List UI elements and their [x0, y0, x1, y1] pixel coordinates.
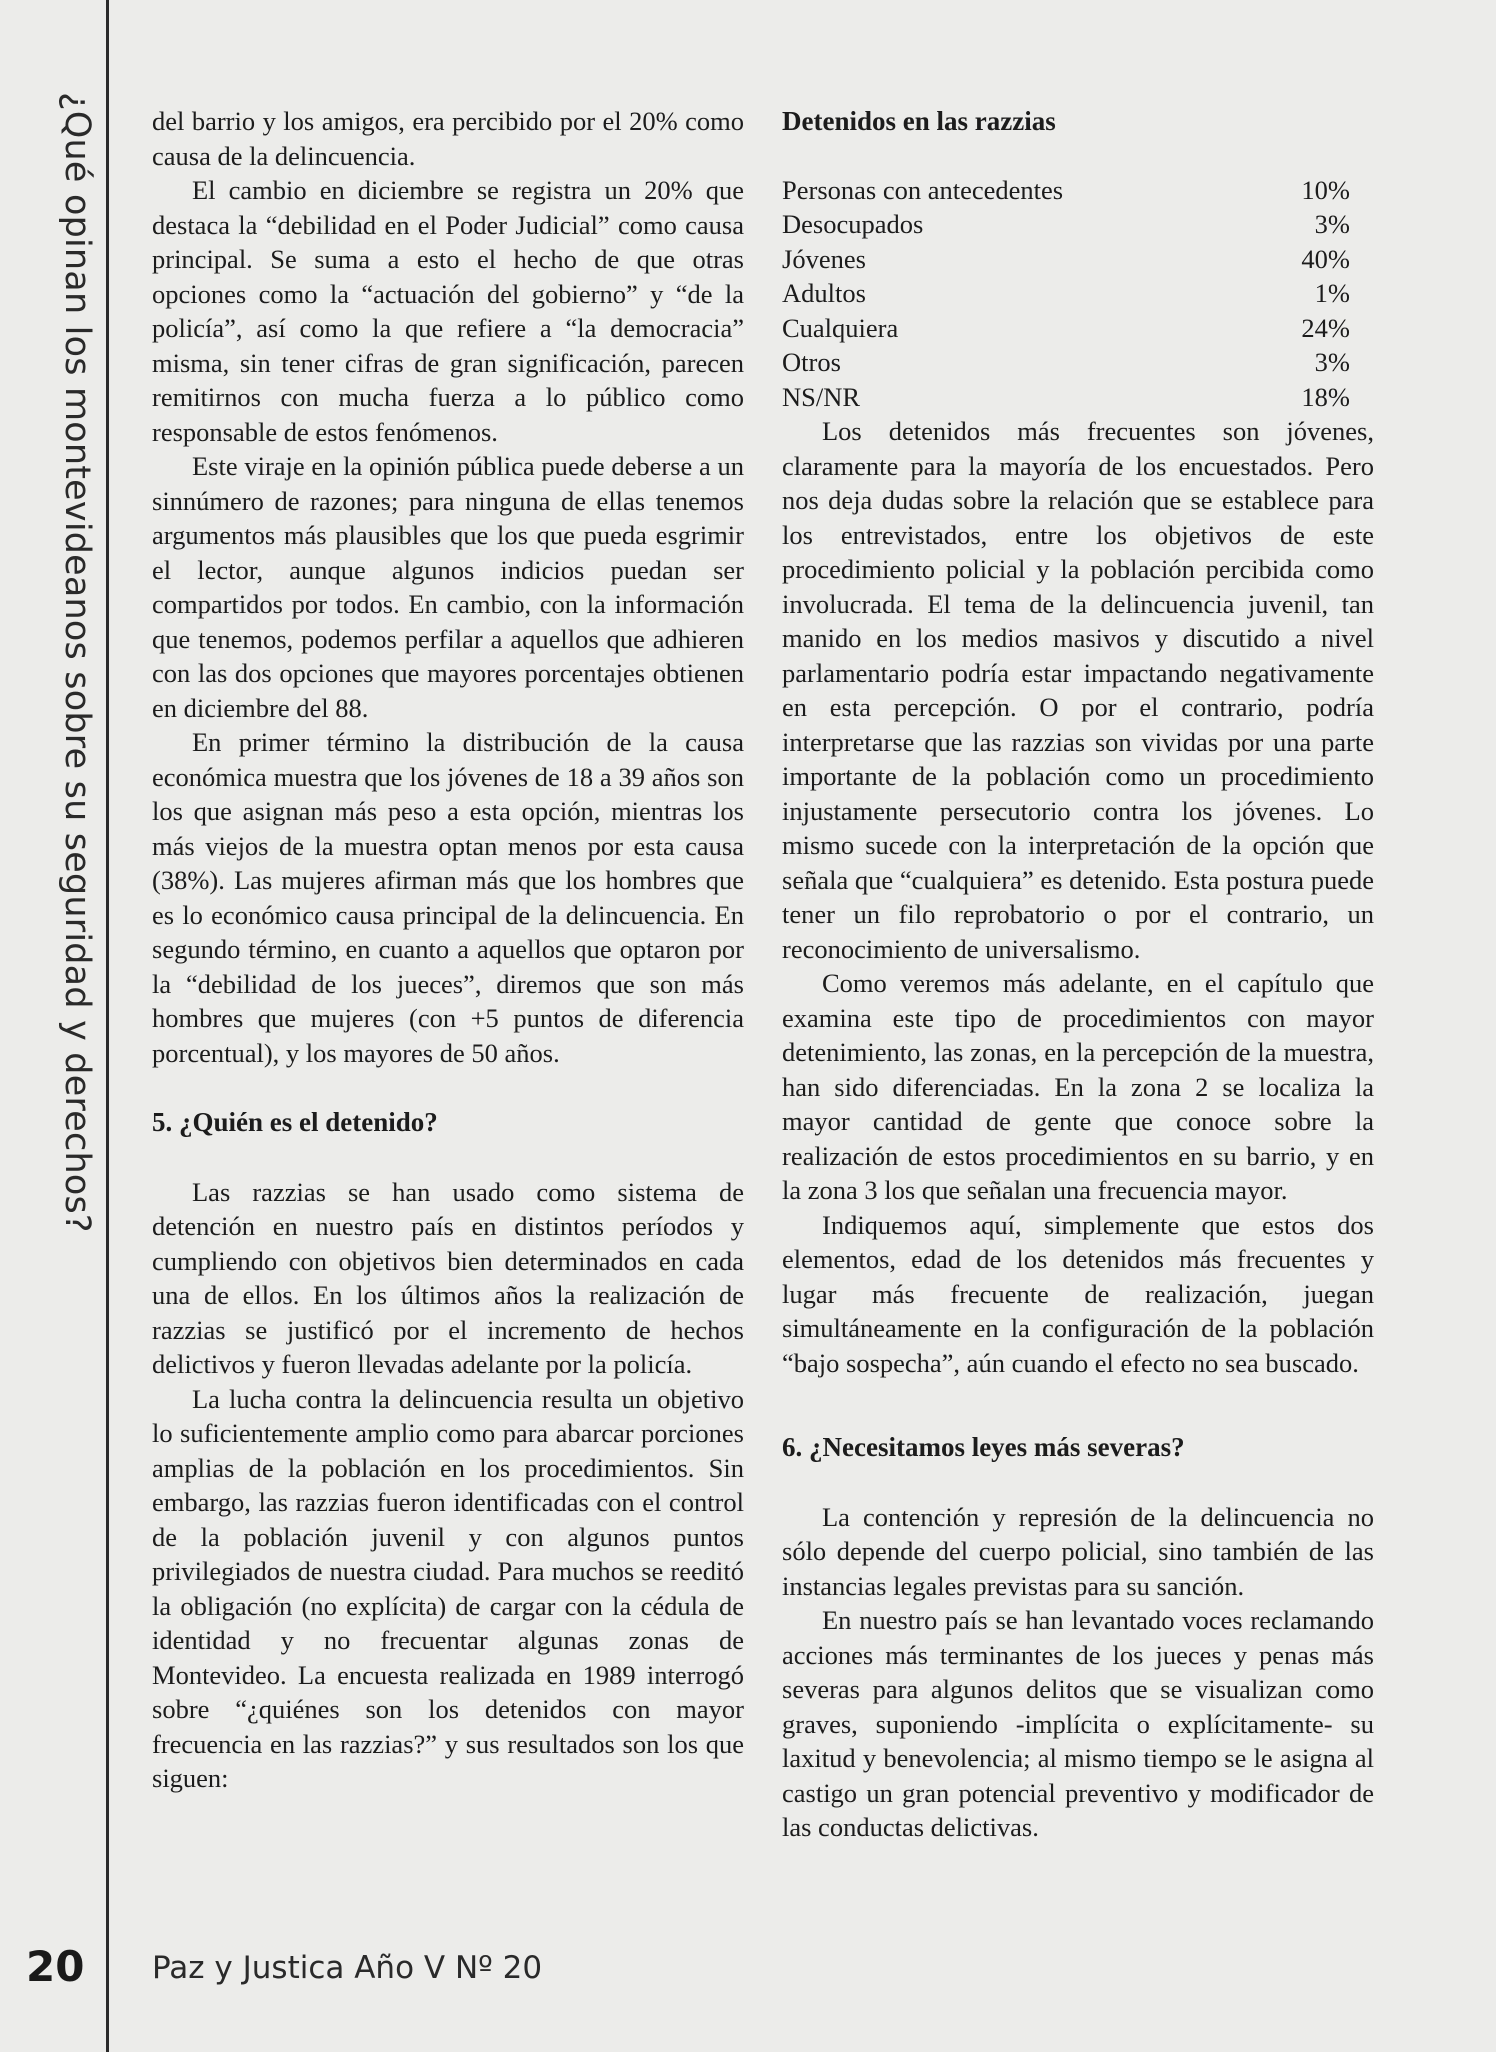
sidebar-rule — [106, 0, 109, 2052]
table-row — [782, 380, 1374, 415]
table-row — [782, 207, 1374, 242]
row-label: Adultos — [782, 278, 866, 308]
section-heading-6: 6. ¿Necesitamos leyes más severas? — [782, 1432, 1185, 1462]
row-value: 3% — [1314, 347, 1350, 377]
paragraph: El cambio en diciembre se registra un 20% que destaca la “debilidad en el Poder Judicial” como causa principal. Se suma a esto el hecho de que otras opciones como la “actuación del gobierno” y “de la policía”, así como la que refiere a “la democracia” misma, sin tener cifras de gran significación, parecen remitirnos con mucha fuerza a lo público como responsable de estos fenómenos. — [152, 175, 744, 447]
row-value: 10% — [1301, 174, 1350, 205]
row-label: NS/NR — [782, 381, 861, 412]
row-value: 1% — [1314, 278, 1350, 308]
table-row — [782, 345, 1374, 380]
paragraph: En nuestro país se han levantado voces reclamando acciones más terminantes de los jueces y penas más severas para algunos delitos que se visualizan como graves, suponiendo -implícita o explícitamente- su laxitud y benevolencia; al mismo tiempo se le asigna al castigo un gran potencial preventivo y modificador de las conductas delictivas. — [782, 1605, 1374, 1842]
paragraph: Indiquemos aquí, simplemente que estos dos elementos, edad de los detenidos más frecuentes y lugar más frecuente de realización, juegan simultáneamente en la configuración de la población “bajo sospecha”, aún cuando el efecto no sea buscado. — [782, 1209, 1374, 1378]
section-heading-5: 5. ¿Quién es el detenido? — [152, 1107, 438, 1137]
footer-publication: Paz y Justica Año V Nº 20 — [152, 1950, 543, 1986]
spacer — [152, 1140, 744, 1175]
detainees-table — [782, 173, 1374, 415]
paragraph: Este viraje en la opinión pública puede deberse a un sinnúmero de razones; para ninguna de ellas tenemos argumentos más plausibles que los que pueda esgrimir el lector, aunque algunos indicios puedan ser compartidos por todos. En cambio, con la información que tenemos, podemos perfilar a aquellos que adhieren con las dos opciones que mayores porcentajes obtienen en diciembre del 88. — [152, 451, 744, 723]
row-label: Desocupados — [782, 209, 924, 239]
table-row — [782, 276, 1374, 311]
row-value: 40% — [1301, 243, 1350, 274]
paragraph: Los detenidos más frecuentes son jóvenes, claramente para la mayoría de los encuestados. Pero nos deja dudas sobre la relación que se establece para los entrevistados, entre los objetivos de este procedimiento policial y la población percibida como involucrada. El tema de la delincuencia juvenil, tan manido en los medios masivos y discutido a nivel parlamentario podría estar impactando negativamente en esta percepción. O por el contrario, podría interpretarse que las razzias son vividas por una parte importante de la población como un procedimiento injustamente persecutorio contra los jóvenes. Lo mismo sucede con la interpretación de la opción que señala que “cualquiera” es detenido. Esta postura puede tener un filo reprobatorio o por el contrario, un reconocimiento de universalismo. — [782, 416, 1374, 964]
paragraph: La lucha contra la delincuencia resulta un objetivo lo suficientemente amplio como para abarcar porciones amplias de la población en los procedimientos. Sin embargo, las razzias fueron identificadas con el control de la población juvenil y con algunos puntos privilegiados de nuestra ciudad. Para muchos se reeditó la obligación (no explícita) de cargar con la cédula de identidad y no frecuentar algunas zonas de Montevideo. La encuesta realizada en 1989 interrogó sobre “¿quiénes son los detenidos con mayor frecuencia en las razzias?” y sus resultados son los que siguen: — [152, 1383, 744, 1793]
table-row — [782, 242, 1374, 277]
paragraph: La contención y represión de la delincuencia no sólo depende del cuerpo policial, sino también de las instancias legales previstas para su sanción. — [782, 1501, 1374, 1601]
row-value: 24% — [1301, 312, 1350, 343]
table-row — [782, 173, 1374, 208]
row-label: Jóvenes — [782, 243, 866, 274]
row-value: 18% — [1301, 381, 1350, 412]
right-column — [782, 104, 1374, 1845]
spacer — [782, 1465, 1374, 1500]
paragraph: del barrio y los amigos, era percibido por el 20% como causa de la delincuencia. — [152, 106, 744, 171]
row-label: Personas con antecedentes — [782, 174, 1064, 205]
paragraph: En primer término la distribución de la causa económica muestra que los jóvenes de 18 a 39 años son los que asignan más peso a esta opción, mientras los más viejos de la muestra optan menos por esta causa (38%). Las mujeres afirman más que los hombres que es lo económico causa principal de la delincuencia. En segundo término, en cuanto a aquellos que optaron por la “debilidad de los jueces”, diremos que son más hombres que mujeres (con +5 puntos de diferencia porcentual), y los mayores de 50 años. — [152, 727, 744, 1068]
row-label: Otros — [782, 347, 841, 377]
paragraph: Como veremos más adelante, en el capítulo que examina este tipo de procedimientos con mayor detenimiento, las zonas, en la percepción de la muestra, han sido diferenciadas. En la zona 2 se localiza la mayor cantidad de gente que conoce sobre la realización de estos procedimientos en su barrio, y en la zona 3 los que señalan una frecuencia mayor. — [782, 968, 1374, 1205]
table-title: Detenidos en las razzias — [782, 106, 1056, 136]
row-value: 3% — [1314, 209, 1350, 239]
left-column — [152, 104, 744, 1796]
paragraph: Las razzias se han usado como sistema de detención en nuestro país en distintos períodos y cumpliendo con objetivos bien determinados en cada una de ellos. En los últimos años la realización de razzias se justificó por el incremento de hechos delictivos y fueron llevadas adelante por la policía. — [152, 1176, 744, 1379]
spacer — [782, 1380, 1374, 1430]
spacer — [152, 1070, 744, 1105]
running-title: ¿Qué opinan los montevideanos sobre su seguridad y derechos? — [57, 92, 97, 1233]
table-row — [782, 311, 1374, 346]
row-label: Cualquiera — [782, 312, 899, 343]
page-number: 20 — [26, 1942, 85, 1991]
